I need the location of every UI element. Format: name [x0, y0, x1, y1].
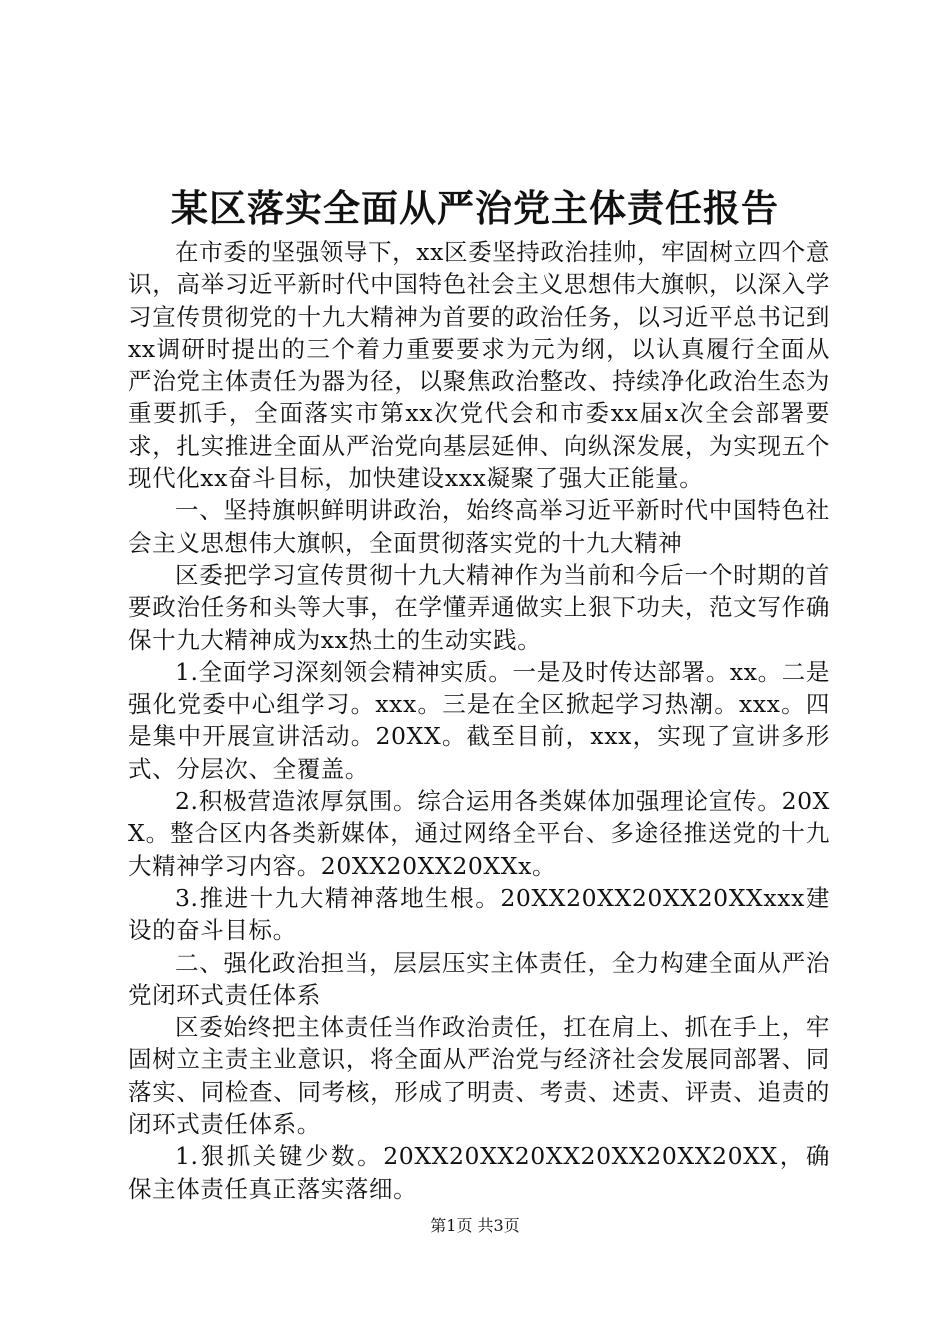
paragraph: 区委始终把主体责任当作政治责任，扛在肩上、抓在手上，牢固树立主责主业意识，将全面从严治党与经济社会发展同部署、同落实、同检查、同考核，形成了明责、考责、述责、评责、追责的闭环式责任体系。 — [128, 1013, 830, 1139]
section-heading-1: 一、坚持旗帜鲜明讲政治，始终高举习近平新时代中国特色社会主义思想伟大旗帜，全面贯彻落实党的十九大精神 — [128, 496, 830, 557]
document-title: 某区落实全面从严治党主体责任报告 — [171, 186, 779, 230]
paragraph: 区委把学习宣传贯彻十九大精神作为当前和今后一个时期的首要政治任务和头等大事，在学懂弄通做实上狠下功夫，范文写作确保十九大精神成为xx热土的生动实践。 — [128, 560, 830, 654]
paragraph: 1.全面学习深刻领会精神实质。一是及时传达部署。xx。二是强化党委中心组学习。xxx。三是在全区掀起学习热潮。xxx。四是集中开展宣讲活动。20XX。截至目前，xxx，实现了宣讲多形式、分层次、全覆盖。 — [128, 657, 830, 783]
intro-paragraph: 在市委的坚强领导下，xx区委坚持政治挂帅，牢固树立四个意识，高举习近平新时代中国特色社会主义思想伟大旗帜，以深入学习宣传贯彻党的十九大精神为首要的政治任务，以习近平总书记到xx调研时提出的三个着力重要要求为元为纲，以认真履行全面从严治党主体责任为器为径，以聚焦政治整改、持续净化政治生态为重要抓手，全面落实市第xx次党代会和市委xx届x次全会部署要求，扎实推进全面从严治党向基层延伸、向纵深发展，为实现五个现代化xx奋斗目标，加快建设xxx凝聚了强大正能量。 — [128, 238, 830, 493]
document-body — [128, 236, 830, 1205]
section-heading-2: 二、强化政治担当，层层压实主体责任，全力构建全面从严治党闭环式责任体系 — [128, 948, 830, 1009]
paragraph: 3.推进十九大精神落地生根。20XX20XX20XX20XXxxx建设的奋斗目标。 — [128, 883, 830, 945]
paragraph: 1.狠抓关键少数。20XX20XX20XX20XX20XX20XX，确保主体责任真正落实落细。 — [128, 1142, 830, 1203]
page-footer: 第1页 共3页 — [430, 1216, 520, 1235]
paragraph: 2.积极营造浓厚氛围。综合运用各类媒体加强理论宣传。20XX。整合区内各类新媒体，通过网络全平台、多途径推送党的十九大精神学习内容。20XX20XX20XXx。 — [128, 787, 830, 880]
